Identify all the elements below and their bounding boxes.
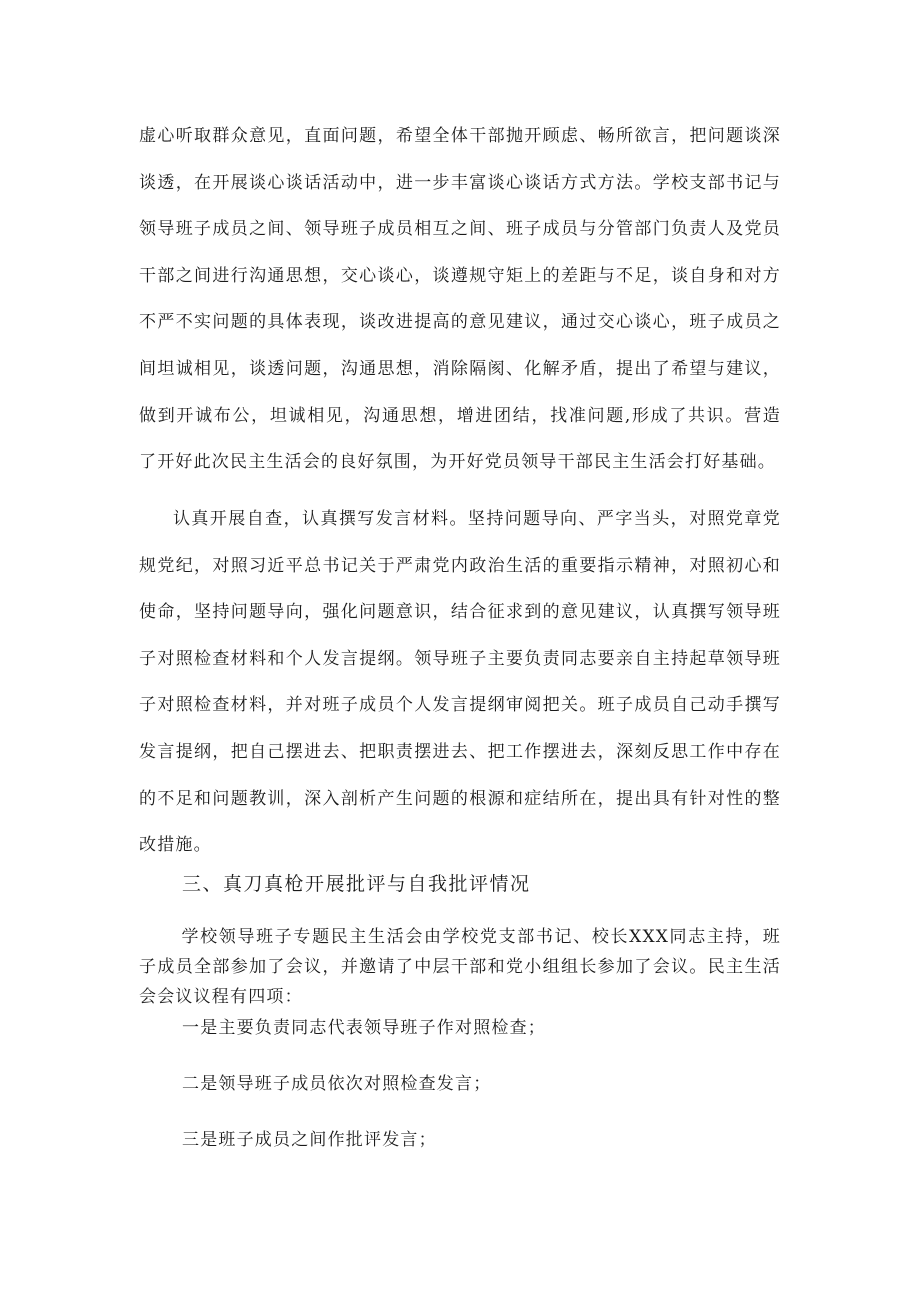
- body-paragraph-1: 虚心听取群众意见，直面问题，希望全体干部抛开顾虑、畅所欲言，把问题谈深谈透，在开展谈心谈话活动中，进一步丰富谈心谈话方式方法。学校支部书记与领导班子成员之间、领导班子成员相互之间、班子成员与分管部门负责人及党员干部之间进行沟通思想，交心谈心，谈遵规守矩上的差距与不足，谈自身和对方不严不实问题的具体表现，谈改进提高的意见建议，通过交心谈心，班子成员之间坦诚相见，谈透问题，沟通思想，消除隔阂、化解矛盾，提出了希望与建议，做到开诚布公，坦诚相见，沟通思想，增进团结，找准问题,形成了共识。营造了开好此次民主生活会的良好氛围，为开好党员领导干部民主生活会打好基础。: [139, 126, 781, 473]
- body-paragraph-3: 学校领导班子专题民主生活会由学校党支部书记、校长XXX同志主持，班子成员全部参加了会议，并邀请了中层干部和党小组组长参加了会议。民主生活会会议议程有四项：: [139, 927, 781, 1007]
- agenda-item-2: 二是领导班子成员依次对照检查发言；: [182, 1074, 492, 1094]
- agenda-item-3: 三是班子成员之间作批评发言；: [182, 1130, 437, 1150]
- agenda-item-1: 一是主要负责同志代表领导班子作对照检查；: [182, 1018, 546, 1038]
- body-paragraph-2: 认真开展自查，认真撰写发言材料。坚持问题导向、严字当头，对照党章党规党纪，对照习近平总书记关于严肃党内政治生活的重要指示精神，对照初心和使命，坚持问题导向，强化问题意识，结合征求到的意见建议，认真撰写领导班子对照检查材料和个人发言提纲。领导班子主要负责同志要亲自主持起草领导班子对照检查材料，并对班子成员个人发言提纲审阅把关。班子成员自己动手撰写发言提纲，把自己摆进去、把职责摆进去、把工作摆进去，深刻反思工作中存在的不足和问题教训，深入剖析产生问题的根源和症结所在，提出具有针对性的整改措施。: [139, 509, 781, 856]
- section-heading: 三、真刀真枪开展批评与自我批评情况: [182, 873, 531, 895]
